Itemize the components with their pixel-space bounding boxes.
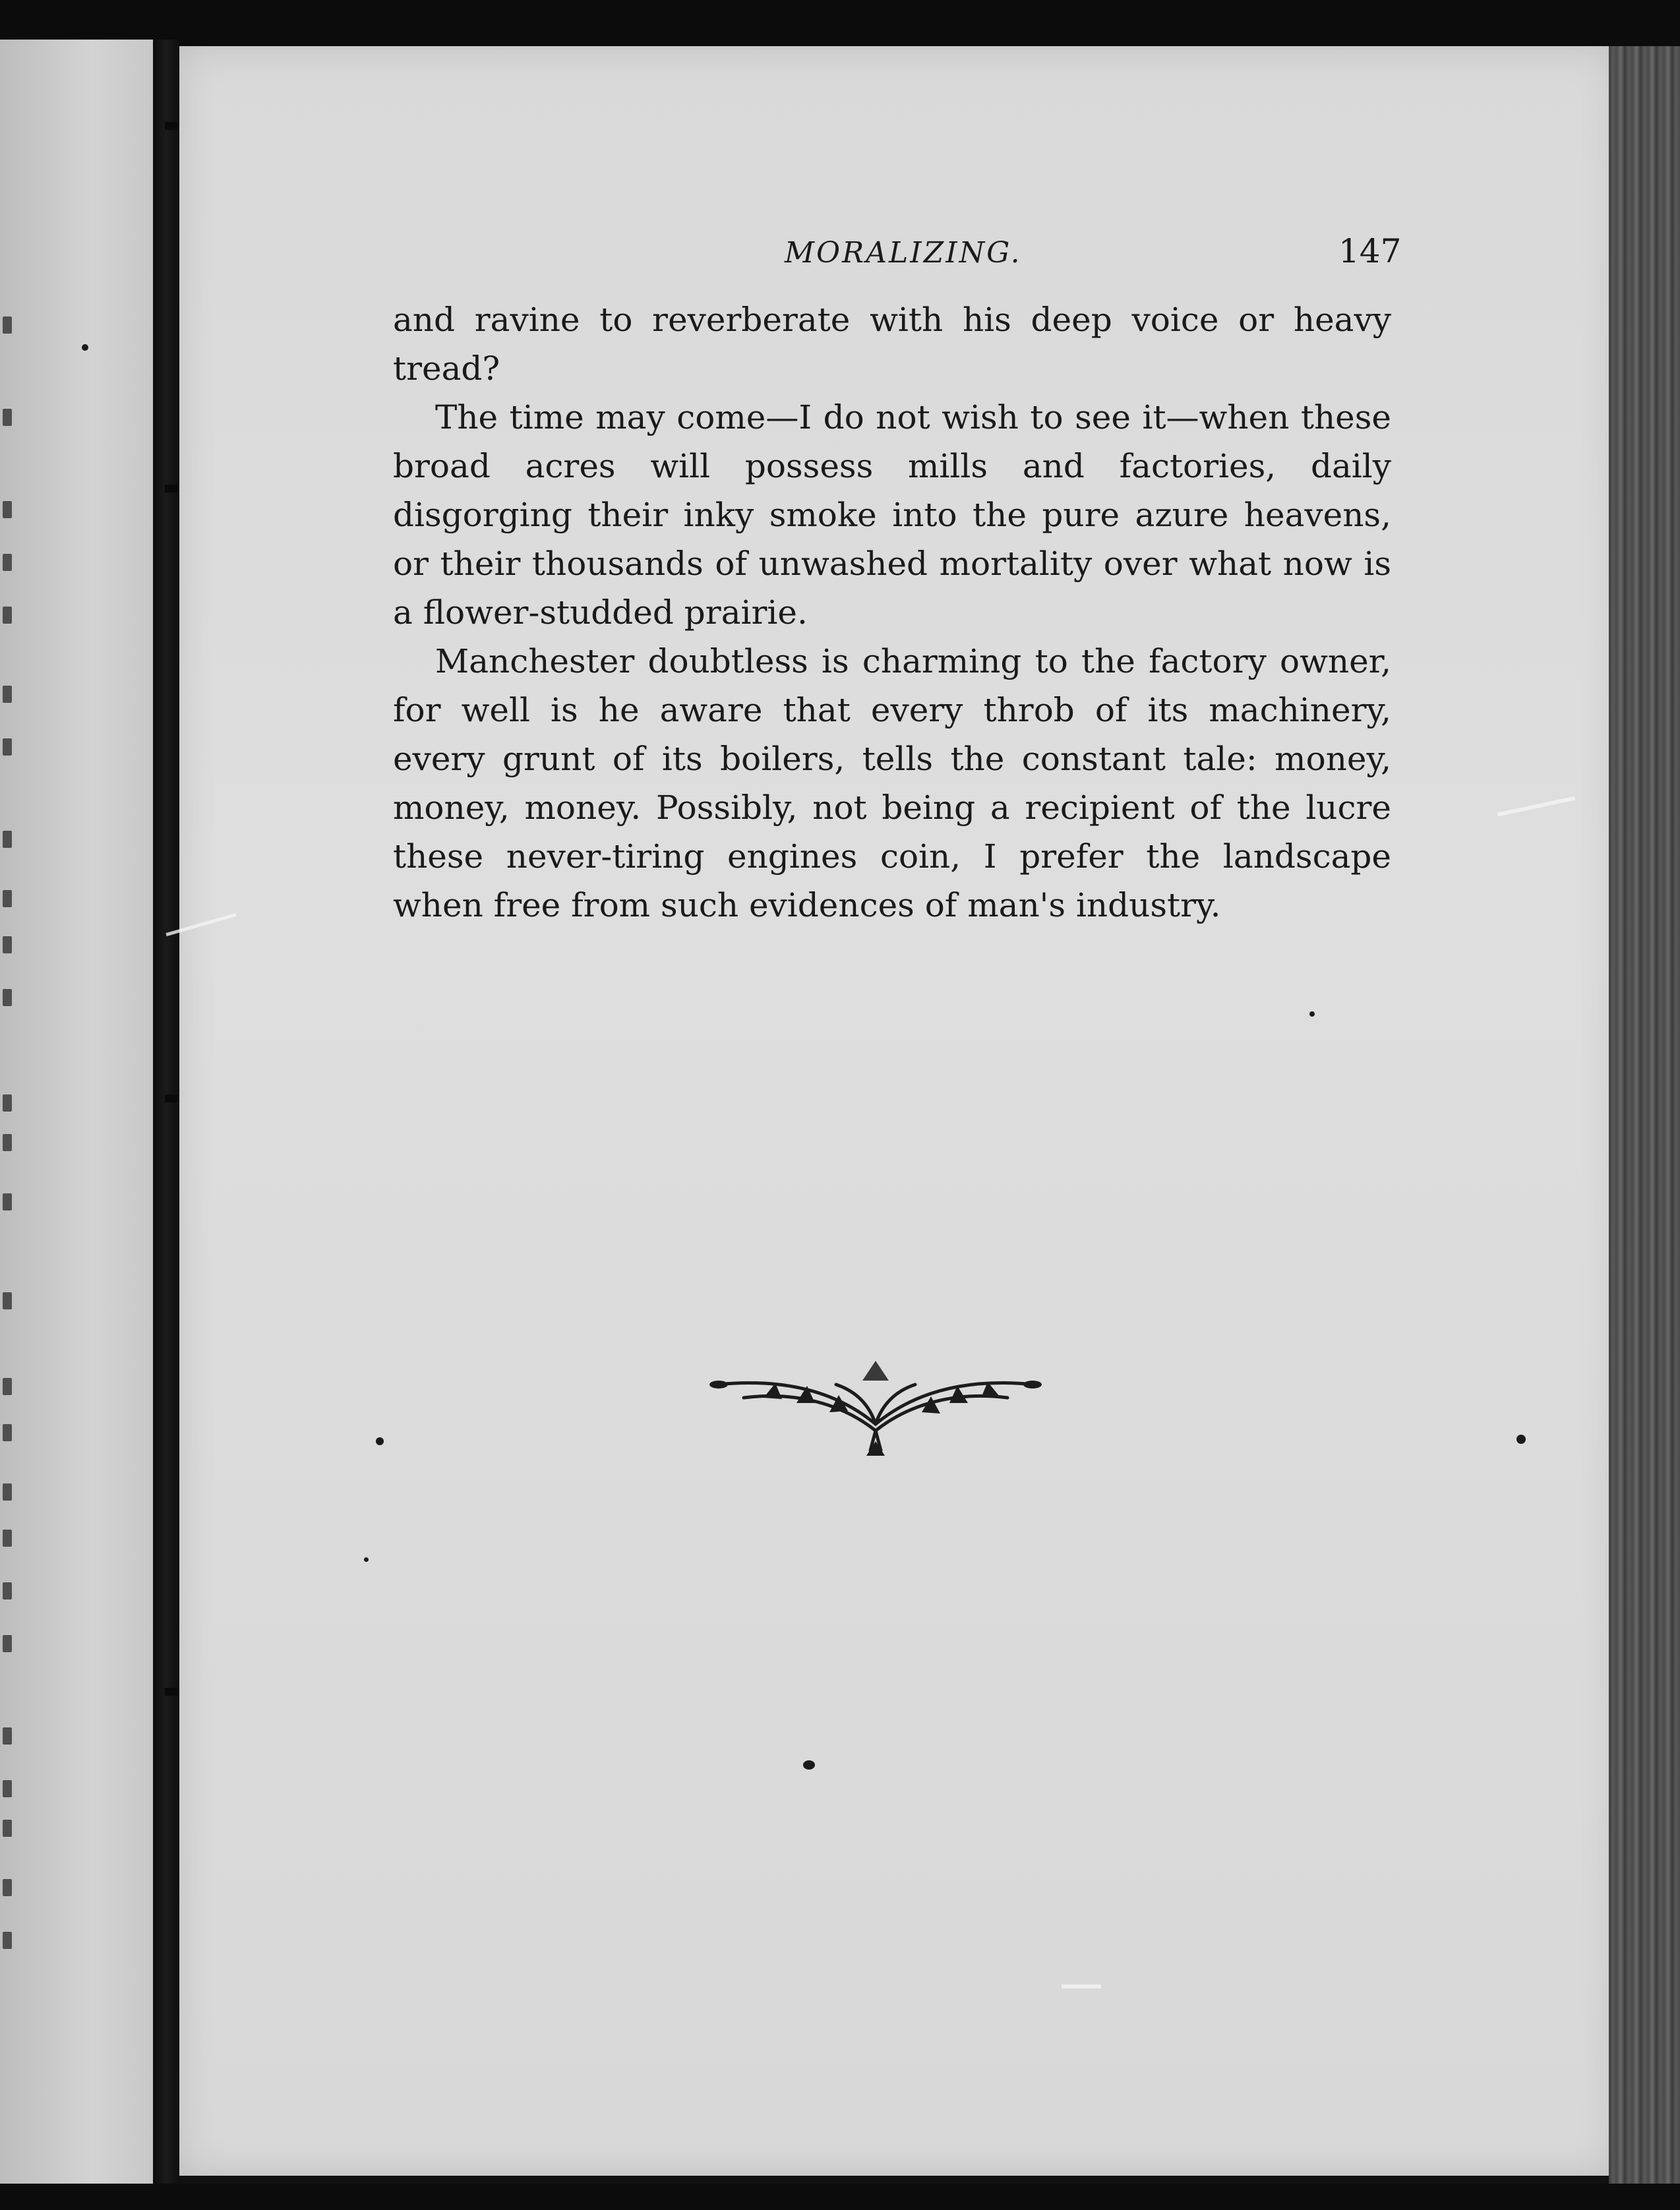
page-number: 147 [1338, 232, 1402, 270]
paragraph: and ravine to reverberate with his deep voice or heavy tread? [393, 301, 1391, 388]
running-head: MORALIZING. [785, 236, 1022, 270]
scan-border-top [0, 0, 1680, 46]
paragraph: The time may come—I do not wish to see it—when these broad acres will possess mills and factories, daily disgorging their inky smoke into the pure azure heavens, or their thousands of unwashed mortality over what now is a flower-studded prairie. [393, 398, 1391, 632]
book-gutter [153, 40, 179, 2209]
scan-border-bottom [0, 2184, 1680, 2210]
body-text [393, 295, 1391, 930]
dust-speck [1309, 1011, 1315, 1017]
dust-speck [364, 1557, 369, 1562]
dust-speck [376, 1437, 384, 1445]
dust-speck [803, 1760, 815, 1770]
dust-speck [1516, 1435, 1526, 1444]
dust-speck [82, 344, 88, 351]
floral-tailpiece-icon [704, 1352, 1047, 1464]
paragraph: Manchester doubtless is charming to the factory owner, for well is he aware that every throb of its machinery, every grunt of its boilers, tells the constant tale: money, money, money. Possibly, not being a recipient of the lucre these never-tiring engines coin, I prefer the landscape when free from such evidences of man's industry. [393, 642, 1391, 924]
scan-scratch [1062, 1985, 1101, 1988]
page-edge-stack [1609, 46, 1680, 2210]
facing-page-text-edge [0, 40, 20, 2195]
facing-page-left [0, 40, 153, 2195]
